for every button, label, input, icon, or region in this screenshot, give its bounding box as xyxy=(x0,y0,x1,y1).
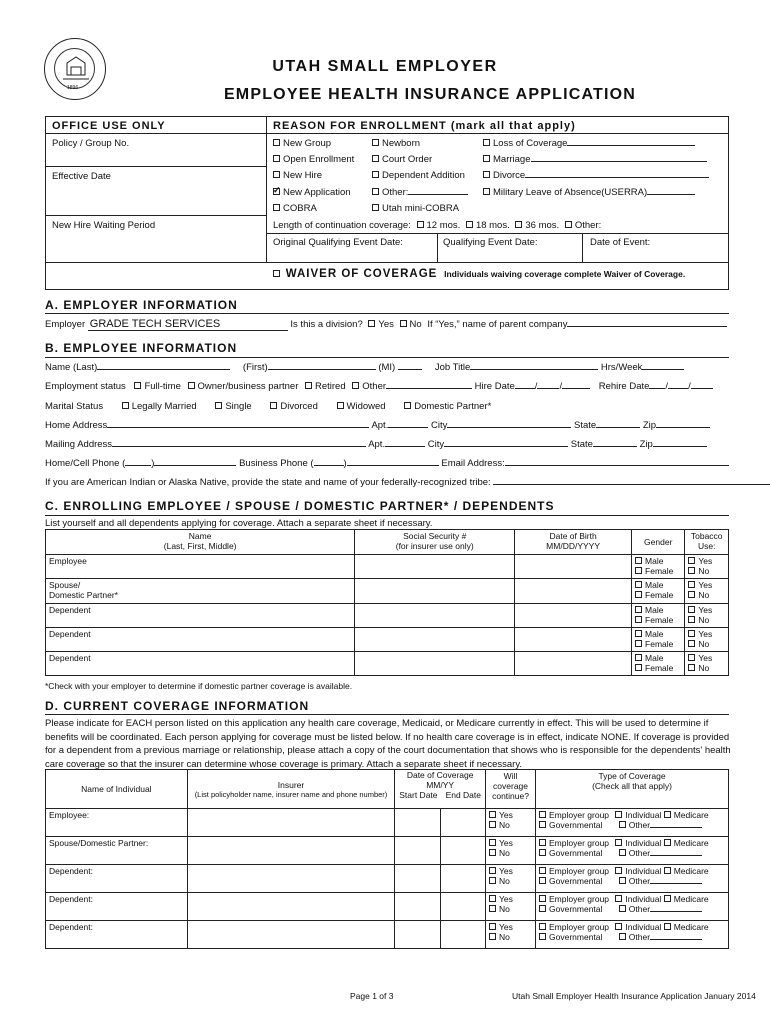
col-end-header: End Date xyxy=(445,790,482,800)
checkbox-divorced[interactable] xyxy=(270,402,277,409)
checkbox-employer-group[interactable] xyxy=(539,895,546,902)
checkbox-individual[interactable] xyxy=(615,895,622,902)
checkbox[interactable] xyxy=(273,171,280,178)
checkbox-division-yes[interactable] xyxy=(368,320,375,327)
checkbox-employer-group[interactable] xyxy=(539,839,546,846)
checkbox-medicare[interactable] xyxy=(664,867,671,874)
checkbox-medicare[interactable] xyxy=(664,811,671,818)
checkbox[interactable] xyxy=(273,155,280,162)
checkbox-tobacco-yes[interactable] xyxy=(688,606,695,613)
checkbox-tobacco-no[interactable] xyxy=(688,591,695,598)
row-label: Dependent xyxy=(46,652,355,676)
ssn-cell[interactable] xyxy=(355,579,515,604)
checkbox-retired[interactable] xyxy=(305,382,312,389)
col-tobacco-header: Tobacco xyxy=(690,531,723,541)
col-start-header: Start Date xyxy=(399,790,438,800)
checkbox-male[interactable] xyxy=(635,557,642,564)
employment-status-row: Employment status Full-time Owner/business partner Retired Other Hire Date / / Rehire Date / / xyxy=(45,381,713,392)
checkbox[interactable] xyxy=(483,188,490,195)
end-date-cell[interactable] xyxy=(441,893,486,921)
home-state-field[interactable] xyxy=(596,427,640,428)
checkbox-checked[interactable] xyxy=(273,188,280,195)
dob-cell[interactable] xyxy=(515,579,632,604)
policy-group-label: Policy / Group No. xyxy=(52,138,130,149)
checkbox-other-status[interactable] xyxy=(352,382,359,389)
checkbox-governmental[interactable] xyxy=(539,933,546,940)
insurer-cell[interactable] xyxy=(187,921,394,949)
reason-cobra[interactable]: COBRA xyxy=(273,203,317,214)
first-name-field[interactable] xyxy=(268,369,376,370)
qualifying-event-date-label: Qualifying Event Date: xyxy=(443,237,538,248)
start-date-cell[interactable] xyxy=(395,809,441,837)
start-date-cell[interactable] xyxy=(395,865,441,893)
instructions-line-2: benefits will be coordinated. Each person applying for coverage must be listed below. If no health care coverage is in effect, indicate NONE. If coverage is provided xyxy=(45,731,730,743)
mi-field[interactable] xyxy=(398,369,422,370)
employer-row: Employer GRADE TECH SERVICES Is this a division? Yes No If “Yes,” name of parent company xyxy=(45,318,727,331)
checkbox-male[interactable] xyxy=(635,630,642,637)
reason-new-hire[interactable]: New Hire xyxy=(273,170,322,181)
row-label: Employee: xyxy=(46,809,188,837)
checkbox-male[interactable] xyxy=(635,581,642,588)
row-label: Spouse/ xyxy=(49,580,81,590)
domestic-partner-footnote: *Check with your employer to determine if domestic partner coverage is available. xyxy=(45,681,353,691)
checkbox-continue-no[interactable] xyxy=(489,933,496,940)
home-city-field[interactable] xyxy=(447,427,571,428)
checkbox-continue-no[interactable] xyxy=(489,877,496,884)
row-label: Dependent xyxy=(46,604,355,628)
dob-cell[interactable] xyxy=(515,628,632,652)
instructions-line-3: for a dependent from a previous marriage or relationship, please attach a copy of the court documentation that shows who is responsible for the dependents' health xyxy=(45,745,731,756)
ssn-cell[interactable] xyxy=(355,555,515,579)
row-label: Spouse/Domestic Partner: xyxy=(46,837,188,865)
checkbox-tobacco-yes[interactable] xyxy=(688,557,695,564)
checkbox-other-coverage[interactable] xyxy=(619,821,626,828)
checkbox-division-no[interactable] xyxy=(400,320,407,327)
col-will-header: Will xyxy=(503,771,518,781)
col-date-subheader: MM/YY xyxy=(426,780,455,790)
checkbox-employer-group[interactable] xyxy=(539,923,546,930)
start-date-cell[interactable] xyxy=(395,921,441,949)
end-date-cell[interactable] xyxy=(441,809,486,837)
dependents-table xyxy=(45,529,729,676)
checkbox-continue-yes[interactable] xyxy=(489,895,496,902)
checkbox-governmental[interactable] xyxy=(539,821,546,828)
checkbox-married[interactable] xyxy=(122,402,129,409)
checkbox-other-coverage[interactable] xyxy=(619,905,626,912)
checkbox-medicare[interactable] xyxy=(664,923,671,930)
checkbox-other-coverage[interactable] xyxy=(619,877,626,884)
waiver-row[interactable]: WAIVER OF COVERAGE Individuals waiving coverage complete Waiver of Coverage. xyxy=(273,268,685,280)
instructions-line-1: Please indicate for EACH person listed on this application any health care coverage, Medicaid, or Medicare currently in effect. This will be used to determine if xyxy=(45,718,709,729)
checkbox-widowed[interactable] xyxy=(337,402,344,409)
reason-new-application[interactable]: ✓New Application xyxy=(273,187,351,198)
col-date-header: Date of Coverage xyxy=(406,770,474,780)
waiting-period-label: New Hire Waiting Period xyxy=(52,220,156,231)
job-title-field[interactable] xyxy=(470,369,598,370)
checkbox[interactable] xyxy=(483,171,490,178)
reason-marriage[interactable]: Marriage xyxy=(483,154,707,165)
checkbox-continue-yes[interactable] xyxy=(489,867,496,874)
dob-cell[interactable] xyxy=(515,652,632,676)
checkbox-female[interactable] xyxy=(635,591,642,598)
home-address-row: Home Address Apt. City State Zip xyxy=(45,420,710,431)
home-phone-field[interactable] xyxy=(154,465,236,466)
last-name-field[interactable] xyxy=(97,369,230,370)
checkbox[interactable] xyxy=(372,139,379,146)
section-a-title: A. EMPLOYER INFORMATION xyxy=(45,298,238,312)
row-label: Dependent xyxy=(46,628,355,652)
dependents-header-row xyxy=(46,530,729,555)
row-label-2: Domestic Partner* xyxy=(49,590,118,600)
checkbox[interactable] xyxy=(273,139,280,146)
checkbox-male[interactable] xyxy=(635,654,642,661)
checkbox[interactable] xyxy=(372,188,379,195)
col-will-subheader-2: continue? xyxy=(492,791,529,801)
reason-new-group[interactable]: New Group xyxy=(273,138,331,149)
checkbox-individual[interactable] xyxy=(615,923,622,930)
tribe-row: If you are American Indian or Alaska Native, provide the state and name of your federally-recognized tribe: xyxy=(45,477,770,488)
seal-year: 1896 xyxy=(67,85,79,91)
checkbox-owner[interactable] xyxy=(188,382,195,389)
end-date-cell[interactable] xyxy=(441,921,486,949)
checkbox[interactable] xyxy=(273,204,280,211)
col-type-subheader: (Check all that apply) xyxy=(592,781,672,791)
checkbox-individual[interactable] xyxy=(615,867,622,874)
coverage-header-row xyxy=(46,770,729,809)
checkbox[interactable] xyxy=(372,155,379,162)
col-will-subheader: coverage xyxy=(493,781,529,791)
end-date-cell[interactable] xyxy=(441,837,486,865)
form-title-line2: EMPLOYEE HEALTH INSURANCE APPLICATION xyxy=(223,86,637,103)
checkbox-continue-no[interactable] xyxy=(489,849,496,856)
col-dob-header: Date of Birth xyxy=(549,531,597,541)
checkbox-employer-group[interactable] xyxy=(539,867,546,874)
table-row: Spouse/Domestic Partner: Yes No Employer group Individual Medicare Governmental Other xyxy=(46,837,729,865)
start-date-cell[interactable] xyxy=(395,893,441,921)
checkbox-continue-yes[interactable] xyxy=(489,811,496,818)
ssn-cell[interactable] xyxy=(355,604,515,628)
insurer-cell[interactable] xyxy=(187,865,394,893)
checkbox-governmental[interactable] xyxy=(539,905,546,912)
checkbox-domestic[interactable] xyxy=(404,402,411,409)
section-d-title: D. CURRENT COVERAGE INFORMATION xyxy=(45,699,310,713)
table-row: Employee Male Female Yes No xyxy=(46,555,729,579)
insurer-cell[interactable] xyxy=(187,837,394,865)
checkbox[interactable] xyxy=(372,204,379,211)
email-field[interactable] xyxy=(505,465,729,466)
mailing-zip-field[interactable] xyxy=(653,446,707,447)
table-row: Spouse/ Domestic Partner* Male Female Yes No xyxy=(46,579,729,604)
checkbox-tobacco-yes[interactable] xyxy=(688,630,695,637)
checkbox-36mos[interactable] xyxy=(515,221,522,228)
home-zip-field[interactable] xyxy=(656,427,710,428)
table-row: Dependent Male Female Yes No xyxy=(46,604,729,628)
col-type-header: Type of Coverage xyxy=(598,771,666,781)
reason-newborn[interactable]: Newborn xyxy=(372,138,420,149)
insurer-cell[interactable] xyxy=(187,893,394,921)
table-row: Dependent: Yes No Employer group Individual Medicare Governmental Other xyxy=(46,921,729,949)
section-c-intro: List yourself and all dependents applying for coverage. Attach a separate sheet if necessary. xyxy=(45,518,433,529)
tribe-field[interactable] xyxy=(493,484,770,485)
checkbox-continue-no[interactable] xyxy=(489,821,496,828)
checkbox-tobacco-yes[interactable] xyxy=(688,581,695,588)
hrs-week-field[interactable] xyxy=(642,369,684,370)
checkbox-medicare[interactable] xyxy=(664,839,671,846)
checkbox-governmental[interactable] xyxy=(539,877,546,884)
parent-company-field[interactable] xyxy=(567,326,727,327)
mailing-city-field[interactable] xyxy=(444,446,568,447)
employer-field[interactable]: GRADE TECH SERVICES xyxy=(88,318,288,331)
checkbox-tobacco-no[interactable] xyxy=(688,664,695,671)
checkbox-other-coverage[interactable] xyxy=(619,933,626,940)
checkbox-individual[interactable] xyxy=(615,811,622,818)
mailing-address-field[interactable] xyxy=(112,446,366,447)
checkbox[interactable] xyxy=(483,155,490,162)
continuation-row: Length of continuation coverage: 12 mos. 18 mos. 36 mos. Other: xyxy=(273,220,602,231)
reason-open-enrollment[interactable]: Open Enrollment xyxy=(273,154,354,165)
checkbox-12mos[interactable] xyxy=(417,221,424,228)
page-number: Page 1 of 3 xyxy=(350,991,394,1001)
home-apt-field[interactable] xyxy=(388,427,428,428)
mailing-apt-field[interactable] xyxy=(385,446,425,447)
checkbox-other-mos[interactable] xyxy=(565,221,572,228)
checkbox-female[interactable] xyxy=(635,616,642,623)
checkbox-continue-yes[interactable] xyxy=(489,839,496,846)
checkbox-other-coverage[interactable] xyxy=(619,849,626,856)
checkbox-tobacco-no[interactable] xyxy=(688,616,695,623)
col-name-subheader: (Last, First, Middle) xyxy=(163,541,237,551)
checkbox-tobacco-no[interactable] xyxy=(688,567,695,574)
row-label: Employee xyxy=(46,555,355,579)
checkbox-employer-group[interactable] xyxy=(539,811,546,818)
reason-court-order[interactable]: Court Order xyxy=(372,154,432,165)
section-c-title: C. ENROLLING EMPLOYEE / SPOUSE / DOMESTIC PARTNER* / DEPENDENTS xyxy=(45,499,555,513)
table-row: Employee: Yes No Employer group Individual Medicare Governmental Other xyxy=(46,809,729,837)
checkbox-governmental[interactable] xyxy=(539,849,546,856)
dob-cell[interactable] xyxy=(515,555,632,579)
checkbox-female[interactable] xyxy=(635,567,642,574)
checkbox-male[interactable] xyxy=(635,606,642,613)
col-ssn-header: Social Security # xyxy=(403,531,467,541)
date-of-event-label: Date of Event: xyxy=(590,237,651,248)
section-d-instructions xyxy=(45,717,731,771)
col-individual-header: Name of Individual xyxy=(81,784,152,794)
checkbox-female[interactable] xyxy=(635,640,642,647)
checkbox-female[interactable] xyxy=(635,664,642,671)
business-phone-field[interactable] xyxy=(347,465,439,466)
col-insurer-subheader: (List policyholder name, insurer name and phone number) xyxy=(194,789,388,799)
row-label: Dependent: xyxy=(46,865,188,893)
table-row: Dependent Male Female Yes No xyxy=(46,652,729,676)
end-date-cell[interactable] xyxy=(441,865,486,893)
ssn-cell[interactable] xyxy=(355,628,515,652)
checkbox[interactable] xyxy=(483,139,490,146)
office-use-title: OFFICE USE ONLY xyxy=(52,120,166,132)
reason-other[interactable]: Other: xyxy=(372,187,468,198)
mailing-address-row: Mailing Address Apt. City State Zip xyxy=(45,439,707,450)
row-label: Dependent: xyxy=(46,893,188,921)
home-address-field[interactable] xyxy=(107,427,369,428)
original-event-date-label: Original Qualifying Event Date: xyxy=(273,237,403,248)
checkbox-waiver[interactable] xyxy=(273,270,280,277)
checkbox-tobacco-no[interactable] xyxy=(688,640,695,647)
coverage-table xyxy=(45,769,729,949)
table-row: Dependent: Yes No Employer group Individual Medicare Governmental Other xyxy=(46,893,729,921)
reason-divorce[interactable]: Divorce xyxy=(483,170,709,181)
mailing-state-field[interactable] xyxy=(593,446,637,447)
reason-title: REASON FOR ENROLLMENT (mark all that apply) xyxy=(273,120,576,132)
checkbox-medicare[interactable] xyxy=(664,895,671,902)
col-name-header: Name xyxy=(188,531,212,541)
section-b-title: B. EMPLOYEE INFORMATION xyxy=(45,341,238,355)
checkbox[interactable] xyxy=(372,171,379,178)
checkbox-individual[interactable] xyxy=(615,839,622,846)
checkbox-single[interactable] xyxy=(215,402,222,409)
reason-military[interactable]: Military Leave of Absence(USERRA) xyxy=(483,187,695,198)
phone-email-row: Home/Cell Phone ( ) Business Phone ( ) Email Address: xyxy=(45,458,729,469)
reason-mini-cobra[interactable]: Utah mini-COBRA xyxy=(372,203,459,214)
marital-status-row: Marital Status Legally Married Single Divorced Widowed Domestic Partner* xyxy=(45,401,492,412)
col-gender-header: Gender xyxy=(644,537,673,547)
col-ssn-subheader: (for insurer use only) xyxy=(395,541,474,551)
col-dob-subheader: MM/DD/YYYY xyxy=(546,541,601,551)
ssn-cell[interactable] xyxy=(355,652,515,676)
col-tobacco-subheader: Use: xyxy=(697,541,716,551)
reason-dependent-addition[interactable]: Dependent Addition xyxy=(372,170,465,181)
reason-loss-of-coverage[interactable]: Loss of Coverage xyxy=(483,138,695,149)
instructions-line-4: care coverage so that the insurer can determine whose coverage is primary. Attach a separate sheet if necessary. xyxy=(45,758,523,770)
table-row: Dependent Male Female Yes No xyxy=(46,628,729,652)
checkbox-tobacco-yes[interactable] xyxy=(688,654,695,661)
checkbox-continue-no[interactable] xyxy=(489,905,496,912)
employee-name-row: Name (Last) (First) (MI) Job Title Hrs/Week xyxy=(45,362,684,373)
row-label: Dependent: xyxy=(46,921,188,949)
checkbox-18mos[interactable] xyxy=(466,221,473,228)
effective-date-label: Effective Date xyxy=(52,171,111,182)
insurer-cell[interactable] xyxy=(187,809,394,837)
dob-cell[interactable] xyxy=(515,604,632,628)
footer-doc-title: Utah Small Employer Health Insurance Application January 2014 xyxy=(512,991,756,1001)
checkbox-continue-yes[interactable] xyxy=(489,923,496,930)
checkbox-full-time[interactable] xyxy=(134,382,141,389)
col-insurer-header: Insurer xyxy=(277,779,305,790)
start-date-cell[interactable] xyxy=(395,837,441,865)
table-row: Dependent: Yes No Employer group Individual Medicare Governmental Other xyxy=(46,865,729,893)
form-title-line1: UTAH SMALL EMPLOYER xyxy=(272,58,498,75)
